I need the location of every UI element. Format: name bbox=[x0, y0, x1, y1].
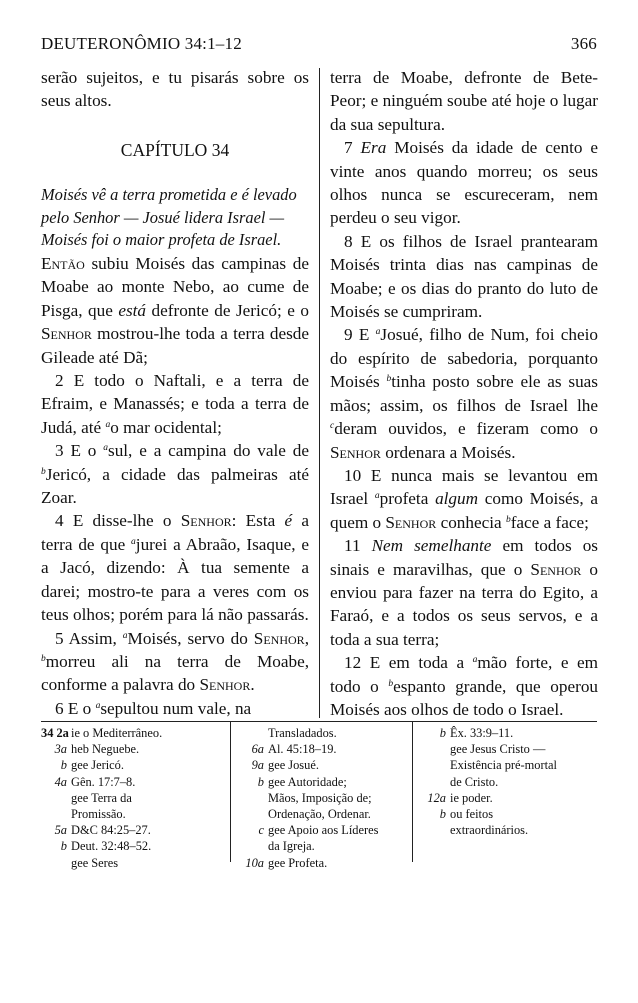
footnote-ref: 12a bbox=[427, 790, 446, 805]
footnote-entry bbox=[238, 855, 406, 871]
footnote-text: Promissão. bbox=[71, 807, 126, 822]
footnote-ref: 6a bbox=[251, 742, 264, 757]
footnote-text: D&C 84:25–27. bbox=[71, 823, 151, 838]
footnote-entry bbox=[420, 790, 610, 806]
book-chapter-range: DEUTERONÔMIO 34:1–12 bbox=[41, 34, 242, 53]
verse-8: 8 E os filhos de Israel prantearam Moisés trinta dias nas campinas de Moabe; e os dias do pranto do luto de Moisés se cumpriram. bbox=[330, 231, 598, 322]
verse-9: 9 E $^a$Josué, filho de Num, foi cheio do espírito de sabedoria, porquanto Moisés $^b$tinha posto sobre ele as suas mãos; assim, os filhos de Israel lhe $^c$deram ouvidos, e fizeram como o Senhor ordenara a Moisés. bbox=[330, 325, 598, 462]
verse-1: Então subiu Moisés das campinas de Moabe ao monte Nebo, ao cume de Pisga, que está defronte de Jericó; e o Senhor mostrou-lhe toda a terra desde Gileade até Dã; bbox=[41, 254, 309, 367]
verse-6-continued: terra de Moabe, defronte de Bete-Peor; e ninguém soube até hoje o lugar da sua sepultura. bbox=[330, 68, 598, 134]
chapter-summary: Moisés vê a terra prometida e é levado pelo Senhor — Josué lidera Israel — Moisés foi o maior profeta de Israel. bbox=[41, 185, 297, 250]
previous-chapter-ending: serão sujeitos, e tu pisarás sobre os seus altos. bbox=[41, 68, 309, 111]
footnote-entry bbox=[41, 774, 227, 790]
footnote-text: Ordenação, Ordenar. bbox=[268, 807, 371, 822]
verse-10: 10 E nunca mais se levantou em Israel $^a$profeta algum como Moisés, a quem o Senhor conhecia $^b$face a face; bbox=[330, 465, 598, 532]
footnote-entry bbox=[41, 822, 227, 838]
verse-11: 11 Nem semelhante em todos os sinais e maravilhas, que o Senhor o enviou para fazer na terra do Egito, a Faraó, e a todos os seus servos, e a toda a sua terra; bbox=[330, 536, 598, 649]
footnote-ref: b bbox=[439, 807, 446, 822]
footnote-separator bbox=[41, 721, 597, 722]
footnote-entry bbox=[238, 822, 406, 838]
footnote-text: gee Profeta. bbox=[268, 855, 328, 870]
chapter-heading: CAPÍTULO 34 bbox=[120, 139, 230, 160]
footnote-text: gee Autoridade; bbox=[268, 774, 347, 789]
footnote-entry bbox=[41, 725, 227, 741]
footnote-ref: b bbox=[257, 774, 264, 789]
footnote-text: Deut. 32:48–52. bbox=[71, 839, 152, 854]
footnote-entry bbox=[420, 725, 610, 741]
footnote-entry bbox=[238, 774, 406, 790]
footnote-text: Al. 45:18–19. bbox=[268, 742, 337, 757]
footnote-column-divider bbox=[412, 722, 413, 862]
verse-6-start: 6 E o $^a$sepultou num vale, na bbox=[55, 698, 252, 718]
footnote-text: ie o Mediterrâneo. bbox=[71, 726, 163, 740]
footnote-entry bbox=[41, 838, 227, 854]
left-column bbox=[41, 66, 309, 720]
footnote-ref: 10a bbox=[245, 855, 264, 870]
footnote-ref: 9a bbox=[251, 758, 264, 773]
footnote-entry bbox=[41, 757, 227, 773]
verse-4: 4 E disse-lhe o Senhor: Esta é a terra de que $^a$jurei a Abraão, Isaque, e a Jacó, dizendo: À tua semente a darei; mostro-te para a veres com os teus olhos; porém para lá não passarás. bbox=[41, 511, 309, 625]
footnote-column-divider bbox=[230, 722, 231, 862]
footnote-ref: b bbox=[60, 839, 67, 854]
footnote-text: gee Josué. bbox=[268, 758, 319, 773]
footnote-ref: 5a bbox=[54, 823, 67, 838]
verse-7: 7 Era Moisés da idade de cento e vinte anos quando morreu; os seus olhos nunca se escureceram, nem perdeu o seu vigor. bbox=[330, 138, 598, 228]
footnotes-column-2 bbox=[238, 725, 406, 871]
footnote-ref: b bbox=[439, 726, 446, 740]
footnote-text: Gên. 17:7–8. bbox=[71, 774, 136, 789]
footnote-text: Existência pré-mortal bbox=[450, 758, 557, 773]
column-divider bbox=[319, 68, 320, 718]
footnote-entry bbox=[41, 741, 227, 757]
footnote-entry bbox=[238, 757, 406, 773]
footnote-text: Êx. 33:9–11. bbox=[450, 726, 514, 740]
footnotes-column-3 bbox=[420, 725, 610, 838]
footnotes-column-1 bbox=[41, 725, 227, 871]
footnote-text: Transladados. bbox=[268, 726, 337, 740]
verse-5: 5 Assim, $^a$Moisés, servo do Senhor, $^b$morreu ali na terra de Moabe, conforme a palavra do Senhor. bbox=[41, 628, 309, 695]
footnote-ref: 4a bbox=[54, 774, 67, 789]
footnote-ref: b bbox=[60, 758, 67, 773]
running-header bbox=[41, 34, 597, 60]
footnote-text: Mãos, Imposição de; bbox=[268, 790, 372, 805]
footnote-ref: c bbox=[258, 823, 264, 838]
footnote-text: de Cristo. bbox=[450, 774, 499, 789]
footnote-text: ou feitos bbox=[450, 807, 494, 822]
footnote-text: ie poder. bbox=[450, 790, 493, 805]
verse-12: 12 E em toda a $^a$mão forte, e em todo o $^b$espanto grande, que operou Moisés aos olhos de todo o Israel. bbox=[330, 653, 599, 719]
verse-3: 3 E o $^a$sul, e a campina do vale de $^b$Jericó, a cidade das palmeiras até Zoar. bbox=[41, 441, 309, 508]
page-number: 366 bbox=[570, 34, 597, 53]
footnote-text: da Igreja. bbox=[268, 839, 315, 854]
verse-2: 2 E todo o Naftali, e a terra de Efraim, e Manassés; e toda a terra de Judá, até $^a$o mar ocidental; bbox=[41, 371, 309, 437]
footnote-entry bbox=[420, 806, 610, 822]
footnote-text: gee Jesus Cristo — bbox=[450, 742, 546, 757]
footnote-text: heb Neguebe. bbox=[71, 742, 140, 757]
footnote-ref: 3a bbox=[54, 742, 67, 757]
footnote-text: gee Apoio aos Líderes bbox=[268, 823, 379, 838]
footnote-text: gee Seres bbox=[71, 855, 119, 870]
right-column bbox=[330, 66, 598, 721]
footnote-text: gee Jericó. bbox=[71, 758, 124, 773]
footnote-entry bbox=[238, 741, 406, 757]
footnote-ref: 34 2a bbox=[41, 726, 69, 740]
footnote-text: gee Terra da bbox=[71, 790, 132, 805]
footnote-text: extraordinários. bbox=[450, 823, 529, 838]
